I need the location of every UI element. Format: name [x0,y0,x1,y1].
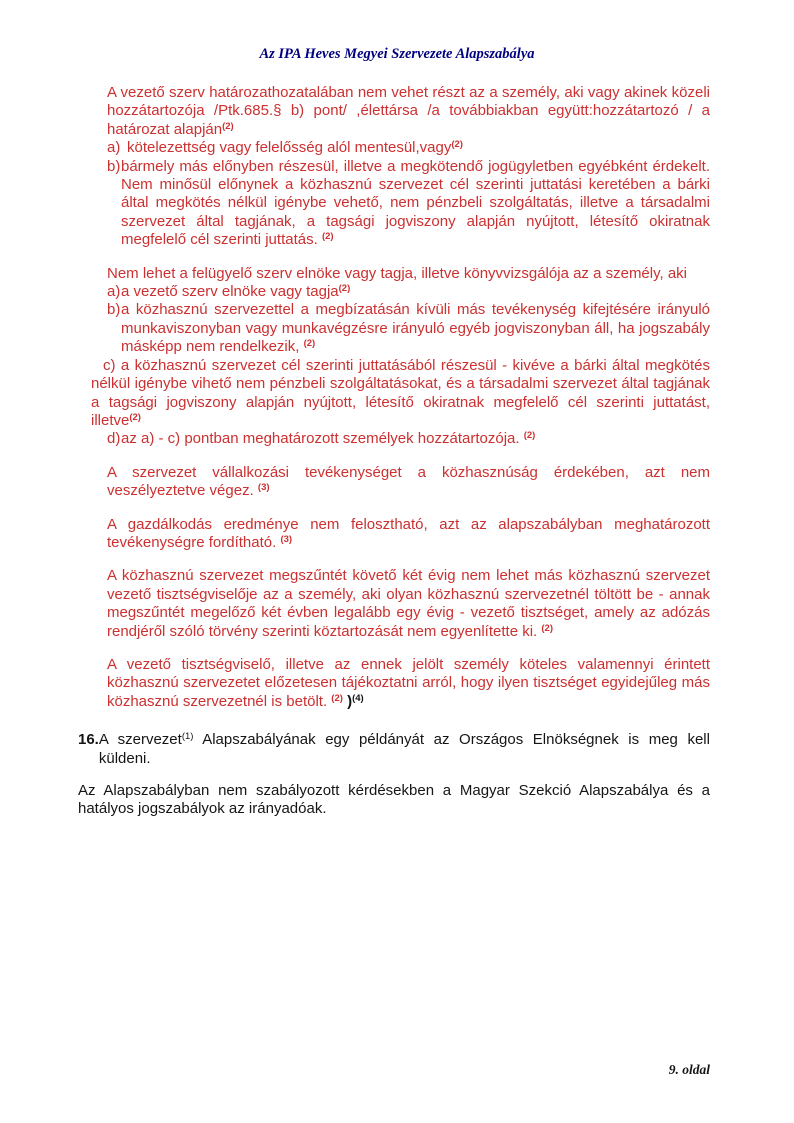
text-run: A szervezet vállalkozási tevékenységet a közhasznúság érdekében, azt nem veszélyeztetve végez. [107,463,710,500]
paragraph-vallalkozasi [107,464,710,501]
paragraph-spacer [78,711,710,731]
footnote-marker: (2) [523,430,536,442]
document-body [0,62,794,819]
footnote-marker: (2) [338,283,351,295]
document-header-title: Az IPA Heves Megyei Szervezete Alapszabálya [259,46,535,62]
list-item-body [99,731,710,768]
list-marker: b) [107,157,121,175]
footnote-marker: (3) [257,482,270,494]
text-run: Nem lehet a felügyelő szerv elnöke vagy tagja, illetve könyvvizsgálója az a személy, aki [107,264,688,282]
list-item-body [127,139,710,157]
footnote-marker: (2) [129,411,141,423]
text-run: Az Alapszabályban nem szabályozott kérdésekben a Magyar Szekció Alapszabálya és a hatályos jogszabályok az irányadóak. [78,782,710,818]
footnote-marker: (3) [280,533,293,545]
list1-item-b [107,158,710,250]
text-run: A vezető szerv határozathozatalában nem vehet részt az a személy, aki vagy akinek közeli hozzátartozója /Ptk.685.§ b) pont/ ,élettársa /a továbbiakban együtt:hozzátartozó / a határozat alapján [107,84,710,138]
footnote-marker: (4) [352,692,364,704]
numbered-item-16 [78,731,710,768]
paragraph-gazdalkodas [107,516,710,553]
footnote-marker: (1) [181,731,194,743]
list-marker: a) [107,283,121,301]
list2-item-c [91,357,710,431]
paragraph-spacer [78,449,710,464]
text-run: bármely más előnyben részesül, illetve a megkötendő jogügyletben egyébként érdekelt. Nem minősül előnynek a közhasznú szervezet cél szerinti juttatási keretében a bárki által megkötés nélkül igénybe vehető, nem pénzbeli szolgáltatás, illetve a társadalmi szervezet által tagjának, a tagsági jogviszony alapján nyújtott, létesítő okiratnak megfelelő cél szerinti juttatás. [121,157,710,249]
list2-item-d [107,430,710,448]
text-run: ) [342,692,353,710]
list1-item-a [107,139,710,157]
footnote-marker: (2) [222,120,234,132]
text-run: A szervezet [98,731,182,749]
list2-item-b [107,301,710,356]
footnote-marker: (2) [303,338,316,350]
list-marker: a) [107,139,121,157]
paragraph-zaro [78,782,710,819]
text-run: a vezető szerv elnöke vagy tagja [121,283,339,301]
text-run: kötelezettség vagy felelősség alól mentesül,vagy [127,139,452,157]
text-run: az a) - c) pontban meghatározott személyek hozzátartozója. [121,430,524,448]
paragraph-felugyelo-szerv [107,265,710,283]
footnote-marker: (2) [451,139,463,151]
list-item-body [121,430,710,448]
paragraph-spacer [78,501,710,516]
text-run: A közhasznú szervezet megszűntét követő két évig nem lehet más közhasznú szervezet vezető tisztségviselője az a személy, aki olyan közhasznú szervezetnél töltött be - annak megszűntét megelőző két évben legalább egy évig - vezető tisztséget, amely az adózás rendjéről szóló törvény szerinti köztartozását nem egyenlítette ki. [107,567,710,640]
paragraph-spacer [78,250,710,265]
paragraph-spacer [78,768,710,782]
list-item-body [121,158,710,250]
text-run: A vezető tisztségviselő, illetve az ennek jelölt személy köteles valamennyi érintett közhasznú szervezetet előzetesen tájékoztatni arról, hogy ilyen tisztséget egyidejűleg más közhasznú szervezetnél is betölt. [107,655,710,710]
list-item-body [121,301,710,356]
paragraph-tisztsegviselo [107,656,710,711]
text-run: c) a közhasznú szervezet cél szerinti juttatásából részesül - kivéve a bárki által megkötés nélkül igénybe vihető nem pénzbeli szolgáltatásokat, és a társadalmi szervezet által tagjának a tagsági jogviszony alapján nyújtott, létesítő okiratnak megfelelő cél szerinti juttatást, illetve [91,356,710,429]
list-marker: d) [107,430,121,448]
text-run: a közhasznú szervezettel a megbízatásán kívüli más tevékenység kifejtésére irányuló munkaviszonyban vagy munkavégzésre irányuló egyéb jogviszonyban áll, ha jogszabály másképp nem rendelkezik, [121,301,710,356]
paragraph-spacer [78,552,710,567]
list-marker: b) [107,301,121,319]
page-number: 9. oldal [668,1061,710,1077]
footnote-marker: (2) [321,231,334,243]
footnote-marker: (2) [331,692,343,704]
list2-item-a [107,283,710,301]
text-run: A gazdálkodás eredménye nem felosztható, azt az alapszabályban meghatározott tevékenységre fordítható. [107,515,710,551]
list-item-body [121,283,710,301]
list-marker: 16. [78,731,99,749]
paragraph-vezeto-szerv [107,84,710,139]
footnote-marker: (2) [541,622,553,634]
paragraph-megszunte [107,567,710,641]
paragraph-spacer [78,641,710,656]
text-run: Alapszabályának egy példányát az Országos Elnökségnek is meg kell küldeni. [98,731,710,767]
